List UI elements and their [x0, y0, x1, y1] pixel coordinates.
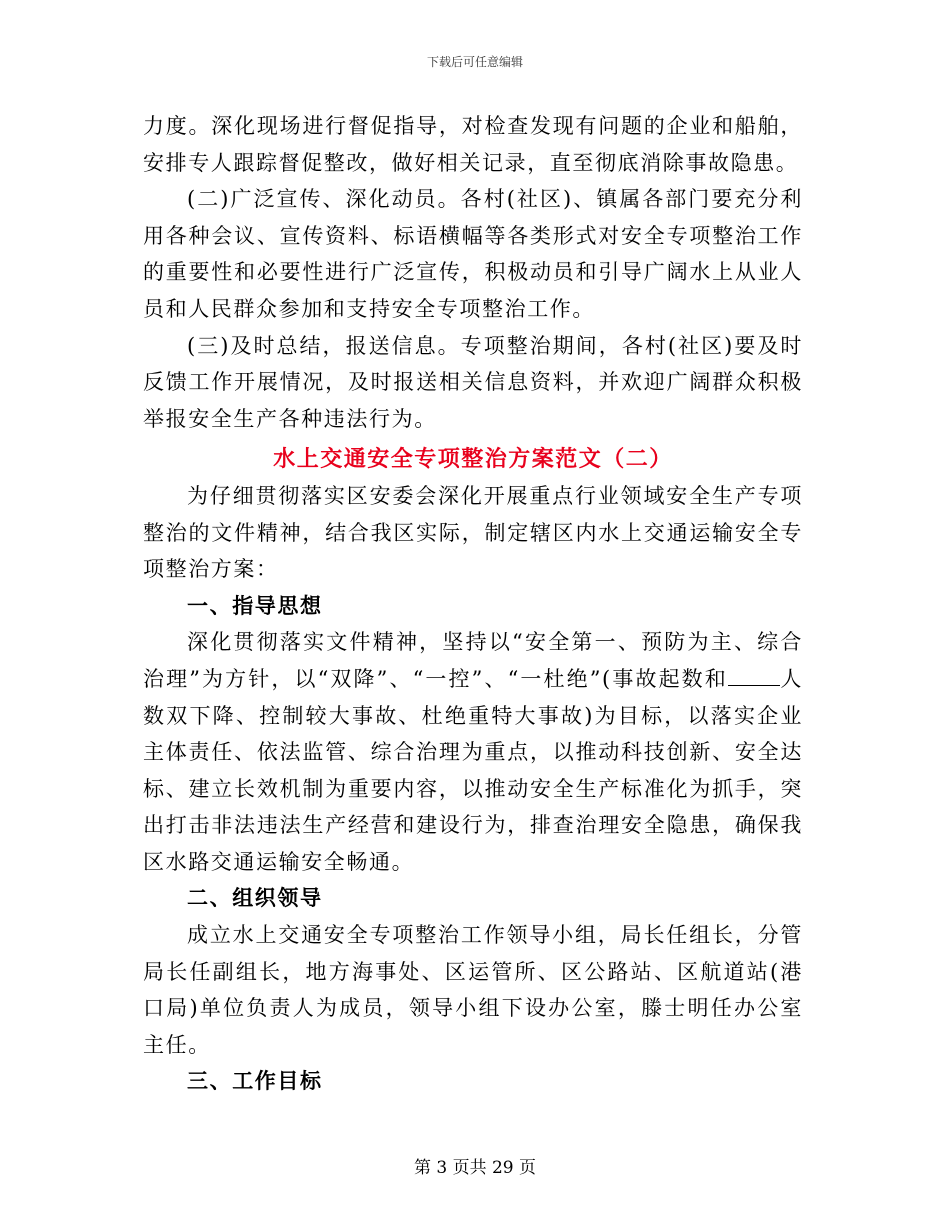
section-intro: 为仔细贯彻落实区安委会深化开展重点行业领域安全生产专项整治的文件精神，结合我区实际，制定辖区内水上交通运输安全专项整治方案： — [143, 483, 803, 582]
paragraph-guiding-ideology — [143, 624, 803, 880]
heading-work-goals: 三、工作目标 — [187, 1068, 323, 1094]
guiding-text-before-blank: 深化贯彻落实文件精神，坚持以“安全第一、预防为主、综合治理”为方针，以“双降”、“一控”、“一杜绝”(事故起数和 — [143, 630, 803, 691]
header-note: 下载后可任意编辑 — [426, 55, 523, 69]
paragraph-continuation: 力度。深化现场进行督促指导，对检查发现有问题的企业和船舶，安排专人跟踪督促整改，做好相关记录，直至彻底消除事故隐患。 — [143, 114, 803, 175]
section-title: 水上交通安全专项整治方案范文（二） — [273, 446, 673, 473]
paragraph-organization: 成立水上交通安全专项整治工作领导小组，局长任组长，分管局长任副组长，地方海事处、区运管所、区公路站、区航道站(港口局)单位负责人为成员，领导小组下设办公室，滕士明任办公室主任。 — [143, 923, 803, 1057]
guiding-text-after-blank: 人数双下降、控制较大事故、杜绝重特大事故)为目标，以落实企业主体责任、依法监管、综合治理为重点，以推动科技创新、安全达标、建立长效机制为重要内容，以推动安全生产标准化为抓手，突出打击非法违法生产经营和建设行为，排查治理安全隐患，确保我区水路交通运输安全畅通。 — [143, 666, 803, 874]
page-number: 第 3 页共 29 页 — [413, 1158, 537, 1178]
paragraph-summary: (三)及时总结，报送信息。专项整治期间，各村(社区)要及时反馈工作开展情况，及时报送相关信息资料，并欢迎广阔群众积极举报安全生产各种违法行为。 — [143, 333, 803, 431]
fill-in-blank — [728, 667, 780, 686]
paragraph-publicity: (二)广泛宣传、深化动员。各村(社区)、镇属各部门要充分利用各种会议、宣传资料、标语横幅等各类形式对安全专项整治工作的重要性和必要性进行广泛宣传，积极动员和引导广阔水上从业人员和人民群众参加和支持安全专项整治工作。 — [143, 187, 803, 321]
heading-organization: 二、组织领导 — [187, 885, 323, 911]
heading-guiding-ideology: 一、指导思想 — [187, 592, 323, 618]
document-body — [143, 108, 803, 1100]
